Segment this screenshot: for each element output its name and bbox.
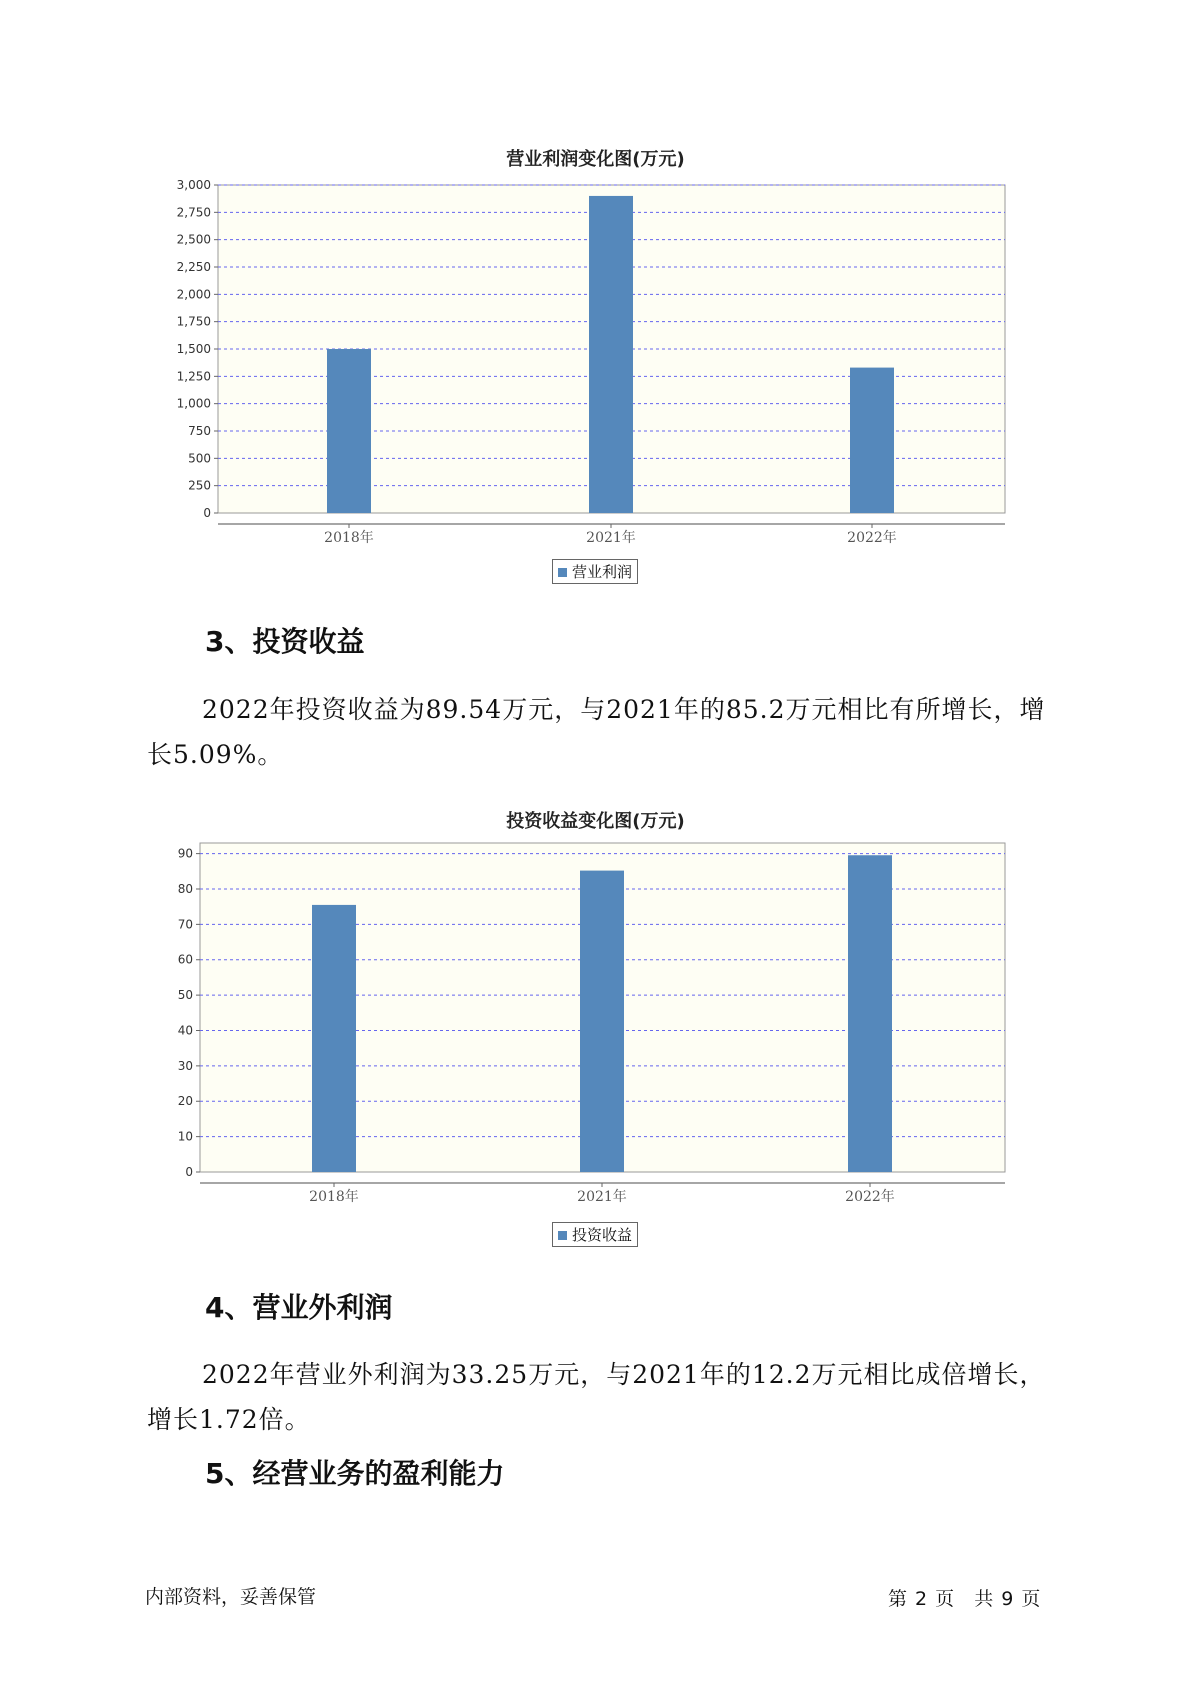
chart2-ytick-label: 10 — [177, 1129, 193, 1144]
page-total: 9 — [1001, 1588, 1014, 1610]
chart2-legend-label: 投资收益 — [572, 1226, 633, 1244]
section3-paragraph-line1: 2022年投资收益为89.54万元，与2021年的85.2万元相比有所增长，增 — [202, 695, 1046, 724]
chart2-title: 投资收益变化图(万元) — [506, 811, 685, 832]
chart1-ytick-label: 1,000 — [176, 396, 211, 411]
chart2-ytick-label: 80 — [177, 881, 193, 896]
page-label-gong: 共 — [974, 1588, 994, 1610]
chart1-title: 营业利润变化图(万元) — [506, 149, 685, 170]
chart2-ytick-label: 30 — [177, 1058, 193, 1073]
chart1-ytick-label: 1,250 — [176, 369, 211, 384]
section4-paragraph-line1: 2022年营业外利润为33.25万元，与2021年的12.2万元相比成倍增长， — [202, 1360, 1046, 1389]
chart1-ytick-label: 2,250 — [176, 260, 211, 274]
chart1-ytick-label: 500 — [188, 451, 211, 466]
chart2-ytick-label: 70 — [177, 917, 193, 932]
chart2-bar-3 — [848, 855, 892, 1172]
page-label-ye-2: 页 — [1021, 1588, 1041, 1610]
chart1-legend-label: 营业利润 — [572, 563, 633, 581]
chart2-bar-2 — [580, 871, 624, 1172]
chart1-ytick-label: 2,500 — [176, 232, 211, 247]
section4-paragraph-line2: 增长1.72倍。 — [147, 1405, 311, 1434]
chart1-ytick-label: 2,000 — [176, 287, 211, 302]
page-current: 2 — [915, 1588, 928, 1610]
chart2-xtick-label: 2022年 — [845, 1189, 895, 1205]
chart2-bar-1 — [312, 905, 356, 1172]
chart2-xtick-label: 2021年 — [577, 1189, 627, 1205]
section3-paragraph-line2: 长5.09%。 — [147, 740, 284, 769]
footer-page-number — [888, 1584, 1048, 1611]
chart2-ytick-label: 0 — [185, 1165, 193, 1179]
chart2-ytick-label: 60 — [177, 952, 193, 967]
page-label-ye: 页 — [935, 1588, 955, 1610]
chart1-ytick-label: 250 — [188, 478, 211, 493]
chart1-xtick-label: 2022年 — [847, 530, 897, 546]
chart1-ytick-label: 0 — [203, 506, 211, 520]
chart1-ytick-label: 750 — [188, 424, 211, 438]
chart2-ytick-label: 90 — [177, 846, 193, 861]
chart2-xtick-label: 2018年 — [309, 1189, 359, 1205]
section3-heading: 3、投资收益 — [205, 625, 365, 658]
chart2-ytick-label: 40 — [177, 1023, 193, 1038]
section4-heading: 4、营业外利润 — [205, 1291, 393, 1324]
chart1-ytick-label: 1,500 — [176, 342, 211, 356]
chart1-ytick-label: 1,750 — [176, 314, 211, 329]
chart2-legend — [552, 1222, 638, 1247]
footer-confidential-note: 内部资料，妥善保管 — [145, 1586, 317, 1608]
chart1-xtick-label: 2018年 — [324, 530, 374, 546]
chart1-ytick-label: 2,750 — [176, 205, 211, 220]
chart1-xtick-label: 2021年 — [586, 530, 636, 546]
chart2-legend-swatch — [558, 1231, 567, 1240]
chart1-ytick-label: 3,000 — [176, 178, 211, 192]
section5-heading: 5、经营业务的盈利能力 — [205, 1457, 505, 1490]
chart2-ytick-label: 50 — [177, 988, 193, 1003]
chart2-ytick-label: 20 — [177, 1094, 193, 1109]
page-label-di: 第 — [888, 1588, 908, 1610]
